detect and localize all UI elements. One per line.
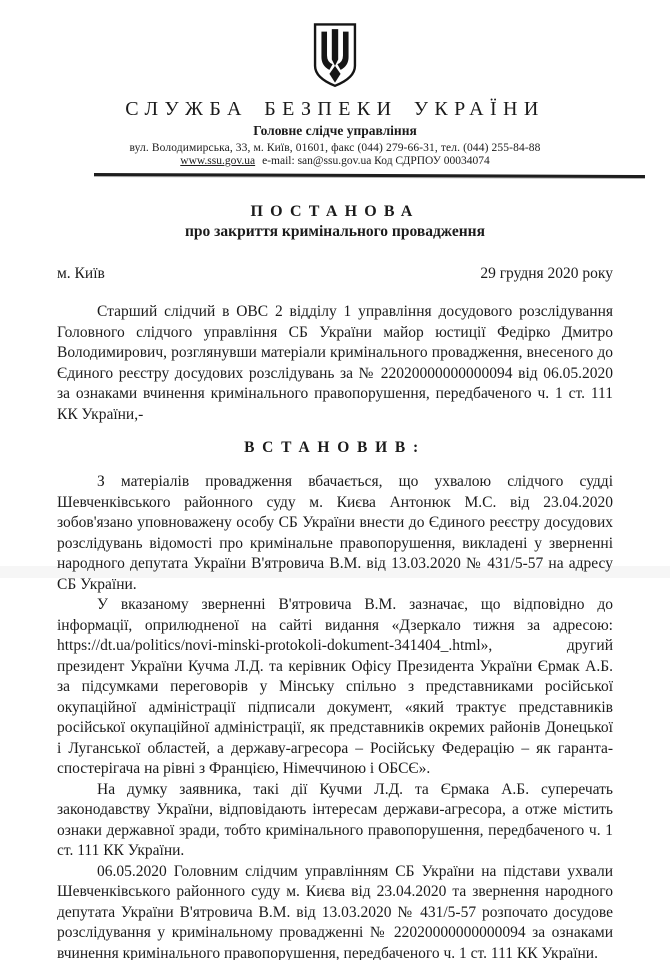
body-paragraph-1: З матеріалів провадження вбачається, що ухвалою слідчого судді Шевченківського районного суду м. Києва Антонюк М.С. від 23.04.2020 зобов'язано уповноважену особу СБ України внести до Єдиного реєстру досудових розслідувань відомості про кримінальне правопорушення, викладені у зверненні народного депутата України В'ятровича В.М. від 13.03.2020 № 431/5-57 на адресу СБ України. (57, 473, 613, 593)
dateline (57, 265, 613, 283)
body-paragraph-4: 06.05.2020 Головним слідчим управлінням СБ України на підстави ухвали Шевченківського районного суду м. Києва від 23.04.2020 та звернення народного депутата України В'ятровича В.М. від 13.03.2020 № 431/5-57 розпочато досудове розслідування у кримінальному провадженні № 22020000000000094 за ознаками вчинення кримінального правопорушення, передбаченого ч. 1 ст. 111 КК України. (57, 862, 613, 960)
dateline-city: м. Київ (57, 265, 105, 282)
address-line: вул. Володимирська, 33, м. Київ, 01601, факс (044) 279-66-31, тел. (044) 255-84-88 (129, 142, 541, 154)
website-text: www.ssu.gov.ua (180, 155, 256, 167)
body-paragraph-2: У вказаному зверненні В'ятровича В.М. зазначає, що відповідно до інформації, оприлюдненої на сайті видання «Дзеркало тижня за адресою: https://dt.ua/politics/novi-minski-protokoli-dokument-341404_.html», другий президент України Кучма Л.Д. та керівник Офісу Президента України Єрмак А.Б. за підсумками переговорів у Мінську спільно з представниками російської окупаційної адміністрації підписали документ, «який трактує представників російської окупаційної адміністрації, як представників окремих районів Донецької і Луганської областей, а державу-агресора – Російську Федерацію – як гаранта-спостерігача на рівні з Францією, Німеччиною і ОБСЄ». (57, 596, 613, 777)
intro-paragraph: Старший слідчий в ОВС 2 відділу 1 управління досудового розслідування Головного слідчого управління СБ України майор юстиції Федірко Дмитро Володимирович, розглянувши матеріали кримінального провадження, внесеного до Єдиного реєстру досудових розслідувань за № 22020000000000094 від 06.05.2020 за ознаками вчинення кримінального правопорушення, передбаченого ч. 1 ст. 111 КК України,- (57, 303, 613, 423)
contact-details: e-mail: san@ssu.gov.ua Код СДРПОУ 00034074 (262, 155, 490, 167)
document-title: ПОСТАНОВА (250, 203, 420, 220)
letterhead-divider (94, 173, 645, 178)
dateline-date: 29 грудня 2020 року (480, 265, 613, 282)
document-subtitle: про закриття кримінального провадження (185, 223, 485, 240)
contact-line (0, 155, 670, 167)
body-paragraph-3: На думку заявника, такі дії Кучми Л.Д. та Єрмака А.Б. суперечать законодавству України, відповідають інтересам держави-агресора, а отже містить ознаки державної зради, тобто кримінального правопорушення, передбаченого ч. 1 ст. 111 КК України. (57, 780, 613, 859)
org-name: СЛУЖБА БЕЗПЕКИ УКРАЇНИ (125, 98, 545, 120)
document-body (0, 203, 670, 960)
department-name: Головне слідче управління (253, 123, 417, 138)
ukraine-trident-emblem-icon (310, 22, 360, 89)
established-heading: ВСТАНОВИВ: (244, 439, 426, 456)
letterhead (0, 0, 670, 177)
